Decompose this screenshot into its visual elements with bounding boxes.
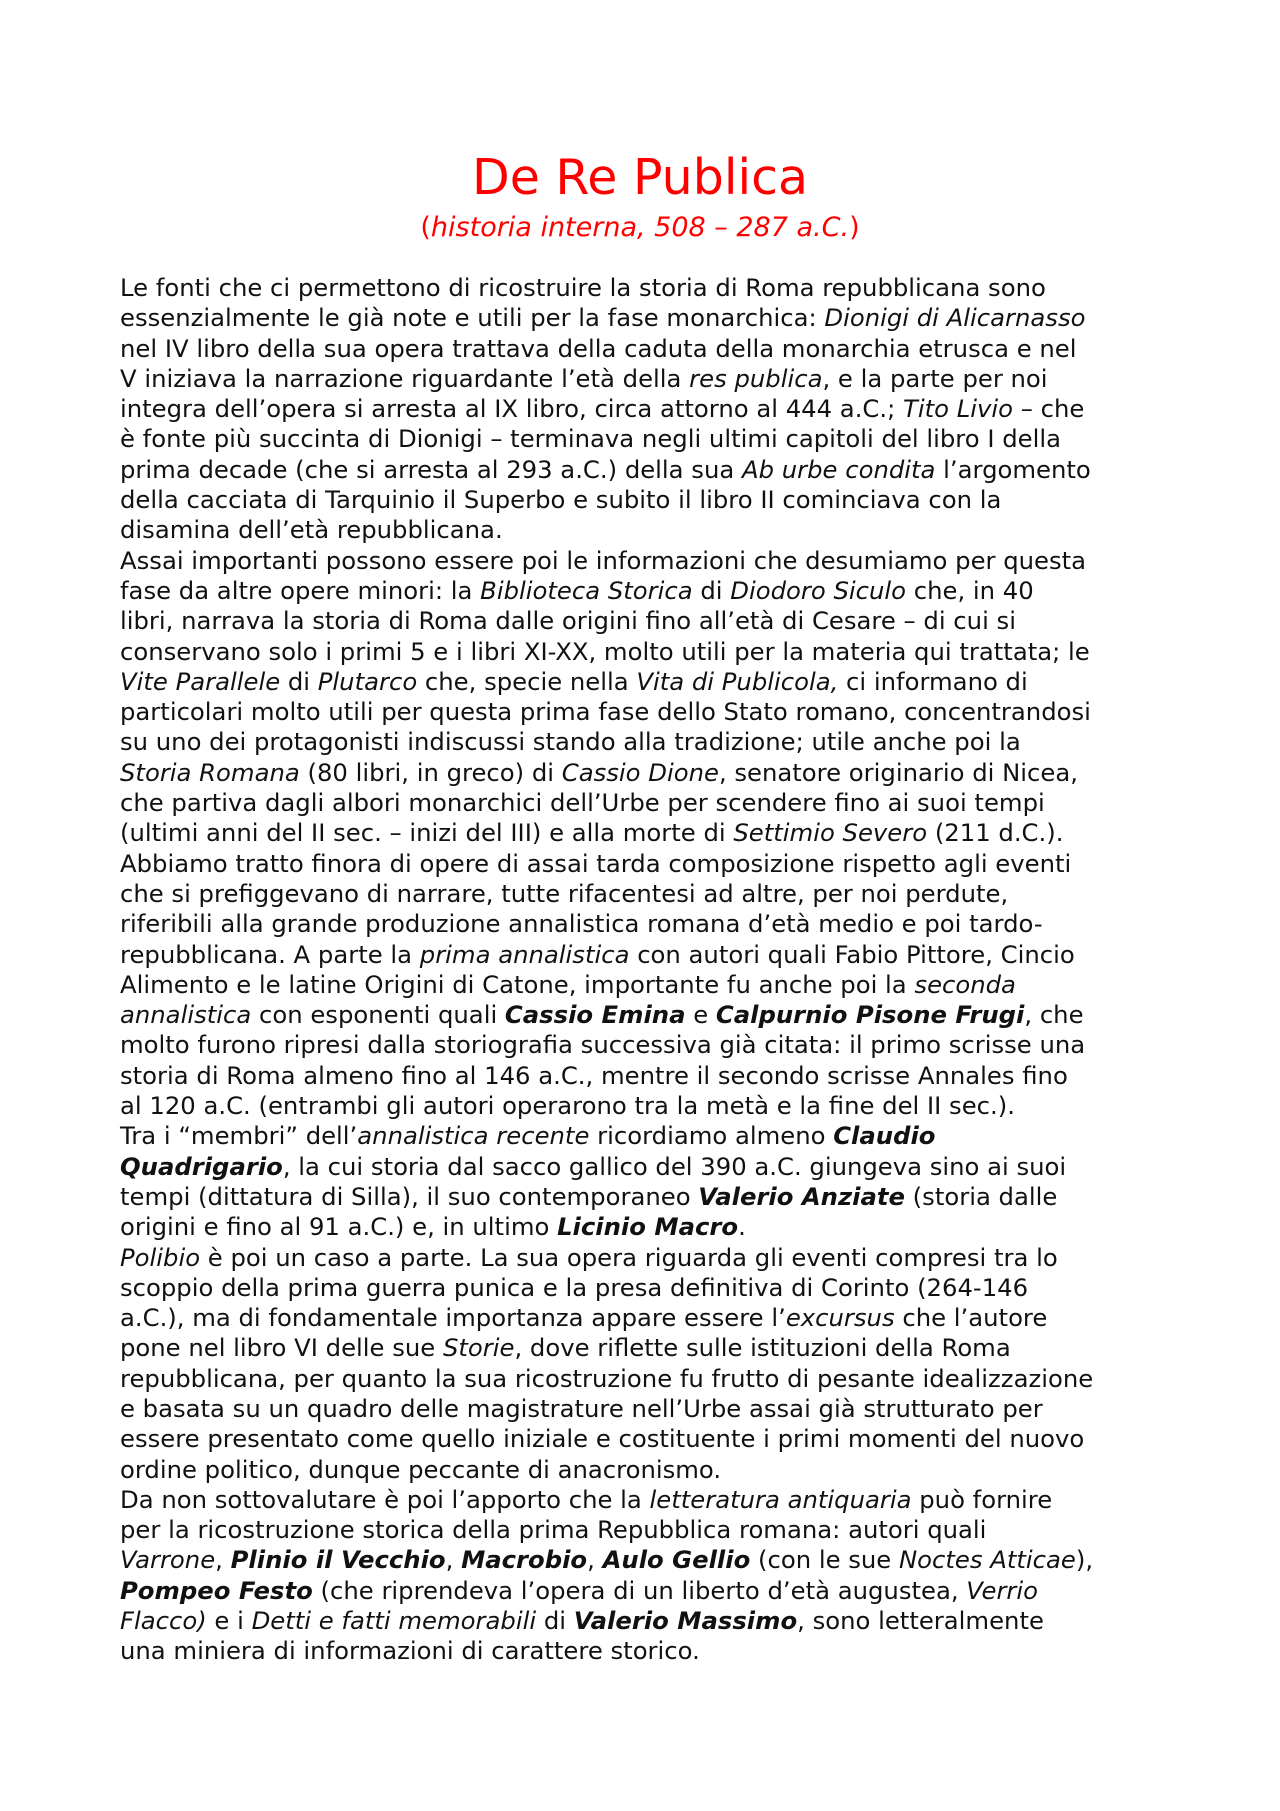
text-segment: una miniera di informazioni di carattere storico. [120,1636,700,1666]
text-line [120,1303,1165,1333]
text-segment: Abbiamo tratto finora di opere di assai tarda composizione rispetto agli eventi [120,848,1072,878]
text-segment: Vita di Publicola, [636,666,839,696]
text-segment: Settimio Severo [733,818,928,848]
text-segment: prima annalistica [419,939,630,969]
text-segment: ci informano di [838,666,1028,696]
text-segment: ordine politico, dunque peccante di anacronismo. [120,1454,722,1484]
text-segment: che si prefiggevano di narrare, tutte rifacentesi ad altre, per noi perdute, [120,878,1009,908]
text-line [120,1000,1165,1030]
text-line [120,1424,1165,1454]
text-segment: Flacco) [120,1606,207,1636]
text-segment: libri, narrava la storia di Roma dalle origini fino all’età di Cesare – di cui si [120,606,1016,636]
text-segment: Plutarco [317,666,418,696]
text-segment: e [685,1000,716,1030]
text-segment: Alimento e le latine Origini di Catone, importante fu anche poi la [120,969,915,999]
text-line [120,1545,1165,1575]
text-segment: letteratura antiquaria [649,1484,912,1514]
text-line [120,394,1165,424]
text-segment: Valerio Anziate [698,1181,905,1211]
text-segment: Vite Parallele [120,666,281,696]
text-line [120,1364,1165,1394]
text-segment: al 120 a.C. (entrambi gli autori operarono tra la metà e la fine del II sec.). [120,1091,1015,1121]
text-segment: (ultimi anni del II sec. – inizi del III) e alla morte di [120,818,734,848]
text-segment: tempi (dittatura di Silla), il suo contemporaneo [120,1181,699,1211]
text-segment: , la cui storia dal sacco gallico del 390 a.C. giungeva sino ai suoi [282,1151,1067,1181]
page-subtitle [0,210,1280,246]
text-line [120,364,1165,394]
text-line [120,1061,1165,1091]
text-segment: è fonte più succinta di Dionigi – terminava negli ultimi capitoli del libro I della [120,424,1061,454]
page-title: De Re Publica [471,149,809,206]
text-segment: Quadrigario [120,1151,283,1181]
text-segment: Tra i “membri” dell’ [120,1121,358,1151]
text-line [120,879,1165,909]
text-segment: storia di Roma almeno fino al 146 a.C., mentre il secondo scrisse Annales fino [120,1060,1068,1090]
text-line [120,606,1165,636]
text-segment: scoppio della prima guerra punica e la presa definitiva di Corinto (264-146 [120,1272,1029,1302]
text-segment: annalistica [120,1000,252,1030]
text-line [120,1576,1165,1606]
text-segment: Macrobio [461,1545,588,1575]
text-segment: , che [1024,1000,1084,1030]
subtitle-text: historia interna, 508 – 287 a.C. [430,212,850,243]
text-segment: Valerio Massimo [573,1606,798,1636]
text-line [120,970,1165,1000]
text-line [120,940,1165,970]
text-segment: essenzialmente le già note e utili per la fase monarchica: [120,303,825,333]
text-segment: con autori quali Fabio Pittore, Cincio [629,939,1075,969]
text-segment: ricordiamo almeno [589,1121,834,1151]
text-segment: che, specie nella [417,666,637,696]
text-segment: Claudio [833,1121,936,1151]
text-segment: prima decade (che si arresta al 293 a.C.) della sua [120,454,742,484]
text-segment: riferibili alla grande produzione annalistica romana d’età medio e poi tardo- [120,909,1043,939]
text-line [120,1212,1165,1242]
text-segment: conservano solo i primi 5 e i libri XI-XX, molto utili per la materia qui trattata; le [120,636,1090,666]
text-line [120,1455,1165,1485]
text-segment: Plinio il Vecchio [230,1545,446,1575]
text-segment: l’argomento [935,454,1091,484]
text-segment: , e la parte per noi [822,363,1048,393]
text-segment: e basata su un quadro delle magistrature nell’Urbe assai già strutturato per [120,1393,1043,1423]
text-line [120,515,1165,545]
text-segment: (che riprendeva l’opera di un liberto d’età augustea, [312,1575,967,1605]
text-segment: Noctes Atticae [898,1545,1076,1575]
text-segment: che, in 40 [906,575,1034,605]
text-segment: – che [1013,394,1085,424]
text-segment: Verrio [966,1575,1039,1605]
text-segment: di [280,666,318,696]
text-segment: origini e fino al 91 a.C.) e, in ultimo [120,1212,558,1242]
text-line [120,303,1165,333]
text-segment: repubblicana, per quanto la sua ricostruzione fu frutto di pesante idealizzazione [120,1363,1094,1393]
text-segment: Aulo Gellio [602,1545,751,1575]
text-segment: Dionigi di Alicarnasso [824,303,1086,333]
text-line [120,576,1165,606]
text-segment: Ab urbe condita [741,454,936,484]
text-segment: pone nel libro VI delle sue [120,1333,443,1363]
text-segment: , sono letteralmente [797,1606,1044,1636]
text-segment: (storia dalle [904,1181,1058,1211]
text-segment: per la ricostruzione storica della prima Repubblica romana: autori quali [120,1515,987,1545]
text-segment: annalistica recente [357,1121,590,1151]
text-segment: res publica [689,363,823,393]
text-segment: nel IV libro della sua opera trattava della caduta della monarchia etrusca e nel [120,333,1077,363]
text-segment: che l’autore [894,1303,1048,1333]
text-segment: Calpurnio Pisone Frugi [715,1000,1025,1030]
text-segment: Biblioteca Storica [480,575,693,605]
text-segment: essere presentato come quello iniziale e costituente i primi momenti del nuovo [120,1424,1085,1454]
text-line [120,1394,1165,1424]
text-line [120,697,1165,727]
text-segment: può fornire [911,1484,1053,1514]
text-line [120,424,1165,454]
text-segment: è poi un caso a parte. La sua opera riguarda gli eventi compresi tra lo [200,1242,1058,1272]
text-segment: Detti e fatti memorabili [251,1606,537,1636]
text-segment: (80 libri, in greco) di [299,757,562,787]
text-segment: Cassio Emina [504,1000,686,1030]
text-line [120,273,1165,303]
text-segment: , [445,1545,462,1575]
text-segment: Storia Romana [120,757,300,787]
text-line [120,849,1165,879]
text-segment: Da non sottovalutare è poi l’apporto che la [120,1484,650,1514]
text-line [120,788,1165,818]
text-line [120,334,1165,364]
text-segment: , senatore originario di Nicea, [718,757,1078,787]
text-segment: V iniziava la narrazione riguardante l’età della [120,363,690,393]
text-segment: che partiva dagli albori monarchici dell’Urbe per scendere fino ai suoi tempi [120,788,1045,818]
text-line [120,758,1165,788]
text-segment: Varrone [120,1545,216,1575]
text-segment: fase da altre opere minori: la [120,575,481,605]
text-line [120,1333,1165,1363]
text-line [120,1030,1165,1060]
text-segment: , [215,1545,231,1575]
text-segment: e i [206,1606,252,1636]
subtitle-close-paren: ) [849,212,860,243]
text-segment: della cacciata di Tarquinio il Superbo e subito il libro II cominciava con la [120,485,1002,515]
text-segment: disamina dell’età repubblicana. [120,515,503,545]
text-segment: . [738,1212,746,1242]
text-segment: molto furono ripresi dalla storiografia successiva già citata: il primo scrisse una [120,1030,1086,1060]
text-segment: di [692,575,731,605]
text-segment: Polibio [120,1242,201,1272]
text-line [120,727,1165,757]
text-line [120,1273,1165,1303]
text-segment: a.C.), ma di fondamentale importanza appare essere l’ [120,1303,786,1333]
subtitle-open-paren: ( [420,212,431,243]
text-segment: Cassio Dione [561,757,719,787]
text-segment: repubblicana. A parte la [120,939,420,969]
text-segment: integra dell’opera si arresta al IX libro, circa attorno al 444 a.C.; [120,394,904,424]
text-segment: ), [1075,1545,1094,1575]
text-line [120,1636,1165,1666]
text-segment: , dove riflette sulle istituzioni della Roma [514,1333,1011,1363]
text-segment: Tito Livio [903,394,1014,424]
text-line [120,1606,1165,1636]
text-line [120,1091,1165,1121]
text-segment: Le fonti che ci permettono di ricostruire la storia di Roma repubblicana sono [120,273,1046,302]
text-segment: particolari molto utili per questa prima fase dello Stato romano, concentrandosi [120,697,1091,727]
text-segment: (211 d.C.). [927,818,1064,848]
text-segment: Storie [442,1333,515,1363]
text-line [120,667,1165,697]
text-segment: di [536,1606,574,1636]
text-segment: Licinio Macro [557,1212,739,1242]
text-line [120,1515,1165,1545]
text-segment: Assai importanti possono essere poi le informazioni che desumiamo per questa [120,545,1087,575]
text-line [120,485,1165,515]
body-text [120,273,1165,1667]
text-segment: con esponenti quali [251,1000,505,1030]
text-segment: Pompeo Festo [120,1575,313,1605]
text-line [120,1152,1165,1182]
text-line [120,546,1165,576]
text-line [120,455,1165,485]
text-segment: excursus [785,1303,895,1333]
text-line [120,1182,1165,1212]
text-segment: su uno dei protagonisti indiscussi stando alla tradizione; utile anche poi la [120,727,1021,757]
text-segment: seconda [914,969,1016,999]
text-line [120,909,1165,939]
text-line [120,818,1165,848]
text-line [120,637,1165,667]
text-line [120,1121,1165,1151]
text-line [120,1485,1165,1515]
text-segment: , [587,1545,603,1575]
text-line [120,1243,1165,1273]
text-segment: (con le sue [750,1545,899,1575]
text-segment: Diodoro Siculo [730,575,907,605]
